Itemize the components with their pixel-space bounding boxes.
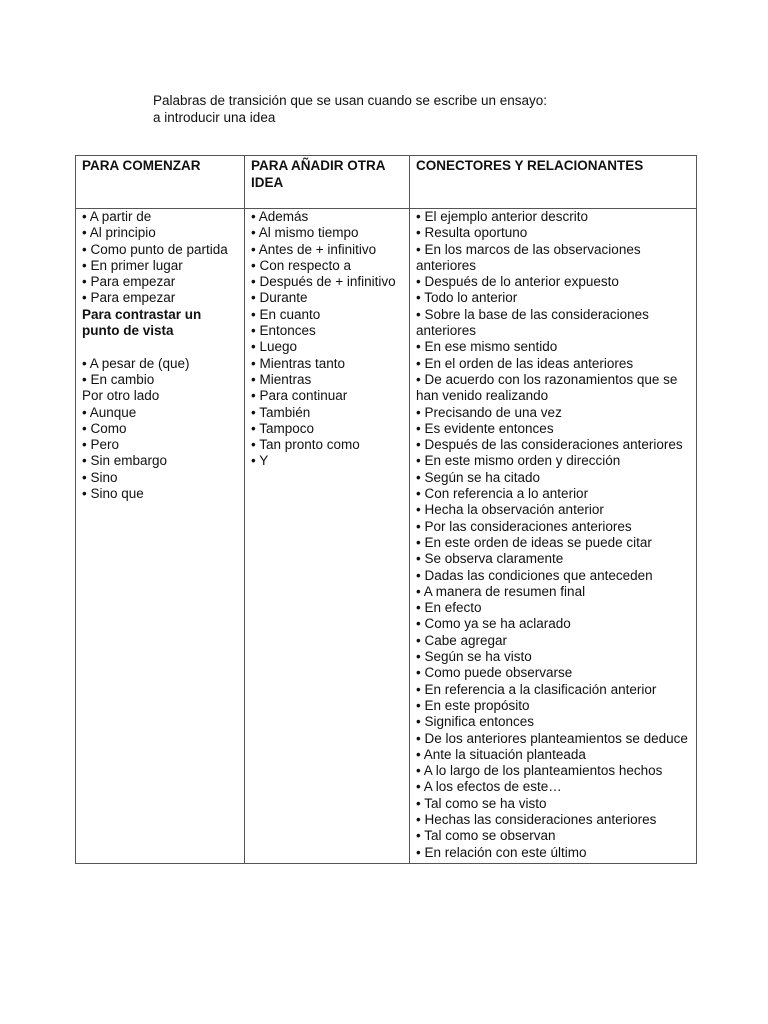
list-item: • Cabe agregar	[416, 632, 508, 648]
list-item: • En los marcos de las observaciones anteriores	[416, 241, 641, 273]
table-header-row	[76, 156, 697, 209]
list-item: • Entonces	[251, 323, 316, 339]
list-item: • En referencia a la clasificación anterior	[416, 681, 657, 697]
list-item: • En el orden de las ideas anteriores	[416, 355, 634, 371]
list-item: • A lo largo de los planteamientos hechos	[416, 763, 663, 779]
table-body-row	[76, 209, 697, 864]
list-item: • Todo lo anterior	[416, 290, 518, 306]
list-item: • Tal como se observan	[416, 828, 556, 844]
header-para-anadir-otra-idea: PARA AÑADIR OTRA IDEA	[245, 156, 410, 209]
list-item: • Pero	[82, 437, 119, 453]
column-para-comenzar	[76, 209, 245, 864]
list-item: • Sino que	[82, 486, 144, 502]
list-item: • Luego	[251, 339, 298, 355]
list-item: • Sobre la base de las consideraciones anteriores	[416, 306, 649, 339]
list-item: • Como	[82, 420, 127, 436]
list-item: • Precisando de una vez	[416, 404, 562, 420]
list-item: • En este mismo orden y dirección	[416, 453, 621, 469]
list-item: • Hecha la observación anterior	[416, 502, 604, 518]
list-item: • Además	[251, 209, 309, 224]
list-item: • Ante la situación planteada	[416, 746, 586, 762]
list-item: • En este orden de ideas se puede citar	[416, 534, 652, 550]
list-item: • Aunque	[82, 404, 137, 420]
list-item: • Para continuar	[251, 388, 348, 404]
list-item: Por otro lado	[82, 388, 160, 404]
list-item: • Sin embargo	[82, 453, 168, 469]
list-item: • Mientras	[251, 371, 312, 387]
list-item: • Como ya se ha aclarado	[416, 616, 571, 632]
list-item: • Significa entonces	[416, 714, 535, 730]
list-item: • Es evidente entonces	[416, 420, 554, 436]
list-item: • De los anteriores planteamientos se deduce	[416, 730, 688, 746]
list-item: • En este propósito	[416, 697, 530, 713]
heading-line-2: a introducir una idea	[153, 110, 276, 125]
column-para-anadir-otra-idea	[245, 209, 410, 864]
list-item: • Después de lo anterior expuesto	[416, 274, 619, 290]
list-item: • Después de + infinitivo	[251, 274, 396, 290]
list-item: • Con referencia a lo anterior	[416, 486, 589, 502]
list-item: • Según se ha visto	[416, 649, 532, 665]
list-item: • Con respecto a	[251, 257, 352, 273]
list-item: • Al principio	[82, 225, 156, 241]
list-item: • En efecto	[416, 600, 482, 616]
list-item: • Después de las consideraciones anteriores	[416, 437, 683, 453]
list-item: • De acuerdo con los razonamientos que se han venido realizando	[416, 371, 678, 404]
list-item: • A pesar de (que)	[82, 355, 190, 371]
list-item: • El ejemplo anterior descrito	[416, 209, 589, 224]
list-item: • A manera de resumen final	[416, 583, 586, 599]
list-item: • Al mismo tiempo	[251, 225, 359, 241]
list-item: • Sino	[82, 469, 118, 485]
list-item: • A partir de	[82, 209, 152, 224]
column-conectores-y-relacionantes	[410, 209, 697, 864]
list-subheading: Para contrastar un punto de vista	[82, 306, 202, 339]
list-item: • A los efectos de este…	[416, 779, 562, 795]
list-item: • Por las consideraciones anteriores	[416, 518, 632, 534]
heading-line-1: Palabras de transición que se usan cuando se escribe un ensayo:	[153, 93, 548, 108]
list-item: • Para empezar	[82, 290, 176, 306]
list-item: • Resulta oportuno	[416, 225, 528, 241]
transition-words-table	[75, 155, 697, 864]
list-item: • Y	[251, 453, 269, 469]
list-item: • Como puede observarse	[416, 665, 573, 681]
document-heading	[153, 92, 547, 126]
list-item: • Antes de + infinitivo	[251, 241, 377, 257]
list-item: • Hechas las consideraciones anteriores	[416, 811, 657, 827]
list-item	[82, 339, 238, 355]
list-item: • Tampoco	[251, 420, 315, 436]
list-item: • Para empezar	[82, 274, 176, 290]
list-item: • En cambio	[82, 371, 155, 387]
list-item: • También	[251, 404, 311, 420]
list-item: • Como punto de partida	[82, 241, 228, 257]
list-item: • Dadas las condiciones que anteceden	[416, 567, 653, 583]
list-item: • Tan pronto como	[251, 437, 360, 453]
list-item: • En relación con este último	[416, 844, 587, 860]
list-item: • Se observa claramente	[416, 551, 564, 567]
list-item: • En cuanto	[251, 306, 321, 322]
list-item: • Según se ha citado	[416, 469, 541, 485]
list-item: • Tal como se ha visto	[416, 795, 547, 811]
list-item: • Durante	[251, 290, 308, 306]
list-item: • En primer lugar	[82, 257, 183, 273]
list-item: • En ese mismo sentido	[416, 339, 558, 355]
header-para-comenzar: PARA COMENZAR	[76, 156, 245, 209]
list-item: • Mientras tanto	[251, 355, 346, 371]
header-conectores-y-relacionantes: CONECTORES Y RELACIONANTES	[410, 156, 697, 209]
